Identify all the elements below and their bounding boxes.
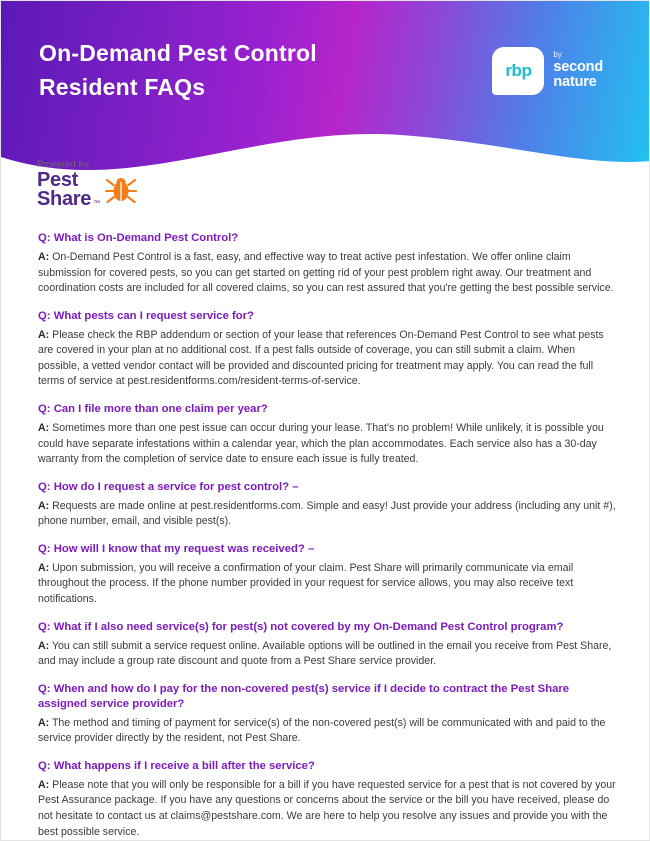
faq-item (38, 620, 616, 670)
bug-icon (104, 173, 138, 212)
faq-answer-text: Upon submission, you will receive a confirmation of your claim. Pest Share will primarily communicate via email throughout the process. If the phone number provided in your request for service allows, you may also receive text notifications. (38, 561, 574, 605)
title-line-2: Resident FAQs (39, 73, 206, 100)
faq-item (38, 231, 616, 297)
faq-answer-text: Sometimes more than one pest issue can occur during your lease. That's no problem! While unlikely, it is possible you could have separate infestations within a calendar year, which the plan accommodates. Each service also has a 30-day warranty from the completion of service date to ensure each issue is fully treated. (38, 421, 604, 466)
faq-answer (38, 561, 616, 608)
faq-answer-text: On-Demand Pest Control is a fast, easy, and effective way to treat active pest infestation. We offer online claim submission for covered pests, so you can get started on getting rid of your pest problem right away. Our treatment and coordination costs are included for all covered claims, so you can rest assured that you're getting the best possible service. (38, 251, 614, 295)
second-nature-line-2: nature (553, 74, 597, 91)
second-nature-wordmark (553, 51, 603, 91)
second-nature-by-label: by (553, 50, 562, 60)
faq-item (38, 309, 616, 390)
faq-question: Q: When and how do I pay for the non-covered pest(s) service if I decide to contract the Pest Share assigned service provider? (38, 682, 570, 710)
faq-item (38, 542, 616, 608)
faq-answer (38, 421, 616, 468)
faq-question: Q: What if I also need service(s) for pest(s) not covered by my On-Demand Pest Control program? (38, 620, 564, 633)
page-title (39, 39, 317, 102)
faq-answer-prefix: A: (38, 251, 50, 264)
faq-answer-text: You can still submit a service request online. Available options will be outlined in the email you receive from Pest Share, and may include a group rate discount and quote from a Pest Share service provider. (38, 639, 612, 668)
rbp-logo-text: rbp (505, 61, 532, 80)
faq-answer-prefix: A: (38, 561, 50, 574)
faq-answer-text: Requests are made online at pest.residentforms.com. Simple and easy! Just provide your address (including any unit #), phone number, email, and visible pest(s). (38, 499, 616, 528)
faq-answer-text: Please check the RBP addendum or section of your lease that references On-Demand Pest Control to see what pests are covered in your plan at no additional cost. If a pest falls outside of coverage, you can still submit a claim. When possible, a vetted vendor contact will be provided and discounted pricing for treatment may apply. You can read the full terms of service at pest.residentforms.com/resident-terms-of-service. (38, 328, 604, 388)
faq-question: Q: What is On-Demand Pest Control? (38, 232, 239, 244)
pest-share-wordmark (37, 171, 100, 209)
faq-answer-prefix: A: (38, 639, 50, 652)
faq-answer-prefix: A: (38, 499, 50, 512)
rbp-logo-mark (492, 47, 544, 95)
faq-answer (38, 499, 616, 530)
faq-question: Q: How will I know that my request was received? – (38, 542, 315, 555)
faq-question: Q: What pests can I request service for? (38, 309, 254, 322)
faq-answer (38, 250, 616, 297)
faq-answer (38, 716, 616, 747)
faq-answer-prefix: A: (38, 778, 50, 791)
faq-item (38, 759, 616, 840)
faq-question: Q: How do I request a service for pest control? – (38, 480, 299, 493)
faq-answer-text: Please note that you will only be responsible for a bill if you have requested service for a pest that is not covered by your Pest Assurance package. If you have any questions or concerns about the service or the bill you have received, please do not hesitate to contact us at claims@pestshare.com. We are here to help you resolve any issues and provide you with the best possible service. (38, 778, 616, 838)
powered-by-block (37, 159, 138, 212)
rbp-second-nature-logo (492, 47, 603, 95)
faq-item (38, 480, 616, 530)
faq-answer (38, 328, 616, 390)
faq-answer (38, 778, 616, 840)
faq-answer-prefix: A: (38, 716, 50, 729)
faq-answer-text: The method and timing of payment for service(s) of the non-covered pest(s) will be communicated with and paid to the service provider directly by the resident, not Pest Share. (38, 716, 606, 745)
trademark-symbol: ™ (93, 200, 100, 208)
faq-list (38, 231, 616, 841)
pest-share-line-2: Share (37, 188, 92, 211)
faq-answer (38, 639, 616, 670)
title-line-1: On-Demand Pest Control (39, 40, 317, 66)
powered-by-label: Powered by (37, 159, 90, 170)
faq-answer-prefix: A: (38, 421, 50, 434)
second-nature-line-1: second (553, 58, 603, 75)
faq-question: Q: What happens if I receive a bill after the service? (38, 759, 315, 772)
pest-share-logo (37, 171, 138, 212)
faq-item (38, 682, 616, 747)
faq-question: Q: Can I file more than one claim per year? (38, 402, 268, 415)
pest-share-line-1: Pest (37, 169, 79, 191)
faq-item (38, 402, 616, 468)
faq-answer-prefix: A: (38, 328, 50, 341)
